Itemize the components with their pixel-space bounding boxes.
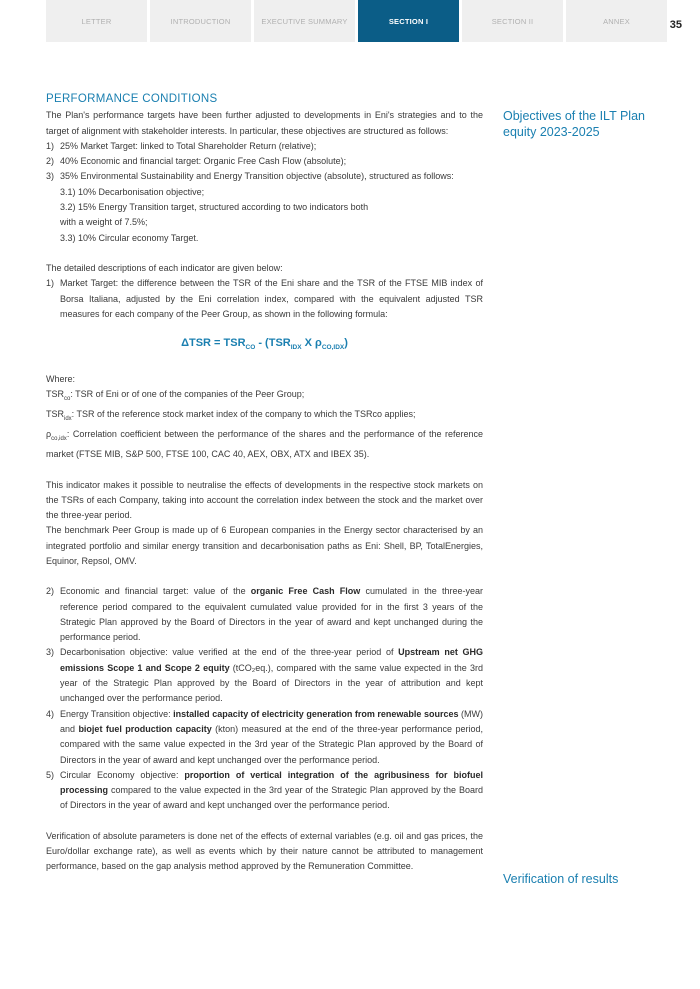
list-number: 3) [46,647,55,658]
list-item [46,169,483,184]
section-heading: PERFORMANCE CONDITIONS [46,93,218,105]
tab-annex[interactable]: ANNEX [566,0,667,42]
intro-paragraph: The Plan's performance targets have been further adjusted to developments in Eni's strategies and to the target of alignment with stakeholder interests. In particular, these objectives are structured as follows: [46,110,483,136]
tab-letter[interactable]: LETTER [46,0,147,42]
subtarget: 3.1) 10% Decarbonisation objective; [60,186,205,197]
list-item [46,139,483,154]
peer-group-paragraph: The benchmark Peer Group is made up of 6 European companies in the Energy sector characterised by an integrated portfolio and similar energy transition and decarbonisation paths as Eni: Shell, BP, TotalEnergies, Equinor, Repsol, OMV. [46,525,483,566]
list-number: 5) [46,769,55,780]
tab-section-ii[interactable]: SECTION II [462,0,563,42]
definition-rho: $\rho_{co,idx}$: Correlation coefficient between the performance of the shares and the performance of the reference market (FTSE MIB, S&P 500, FTSE 100, CAC 40, AEX, OBX, ATX and IBEX 35). [46,429,483,460]
list-item [46,276,483,322]
definition-tsr-idx: $TSR_{idx}$: TSR of the reference stock market index of the company to which the TSRco applies; [46,409,416,422]
main-content [46,92,483,875]
tsr-formula: $\Delta TSR = TSR_{CO} - (TSR_{IDX}$ X $\rho_{CO,IDX}$) [181,337,348,352]
side-heading-verification: Verification of results [503,872,619,886]
list-text: 40% Economic and financial target: Organic Free Cash Flow (absolute); [60,156,347,167]
definition-tsr-co: $TSR_{co}$: TSR of Eni or of one of the companies of the Peer Group; [46,388,305,402]
tab-introduction[interactable]: INTRODUCTION [150,0,251,42]
targets-list [46,139,483,185]
list-item: 3) Decarbonisation objective: value verified at the end of the three-year period of Upstream net GHG emissions Scope 1 and Scope 2 equity (tCO₂eq.), compared with the same value expected in the 3rd year of the Strategic Plan approved by the Board of Directors in the year of attribution and kept unchanged over the performance period. [46,647,483,704]
where-label: Where: [46,373,76,384]
list-item: 5) Circular Economy objective: proportion of vertical integration of the agribusiness for biofuel processing compared to the value expected in the 3rd year of the Strategic Plan approved by the Board of Directors in the year of award and kept unchanged over the performance period. [46,769,483,811]
list-text: 35% Environmental Sustainability and Energy Transition objective (absolute), structured as follows: [60,171,454,182]
list-number: 2) [46,156,55,167]
list-item [46,154,483,169]
list-number: 4) [46,708,55,719]
objectives-list [46,584,483,813]
tab-section-i[interactable]: SECTION I [358,0,459,42]
tab-executive-summary[interactable]: EXECUTIVE SUMMARY [254,0,355,42]
list-number: 1) [46,278,55,289]
subtarget: 3.2) 15% Energy Transition target, structured according to two indicators both [60,202,369,213]
list-item: 4) Energy Transition objective: installed capacity of electricity generation from renewable sources (MW) and biojet fuel production capacity (kton) measured at the end of the three-year performance period, compared with the same value expected in the 3rd year of the Strategic Plan approved by the Board of Directors in the year of award and kept unchanged over the performance period. [46,708,483,765]
list-number: 2) [46,586,55,597]
page-number: 35 [669,19,682,31]
subtarget: with a weight of 7.5%; [60,217,148,228]
list-text: 25% Market Target: linked to Total Shareholder Return (relative); [60,140,317,151]
list-item: 2) Economic and financial target: value of the organic Free Cash Flow cumulated in the three-year reference period compared to the equivalent cumulated value provided for in the first 3 years of the Strategic Plan approved by the Board of Directors in the year of award and kept unchanged during the performance period. [46,586,483,643]
market-list [46,276,483,322]
list-number: 1) [46,140,55,151]
verification-paragraph: Verification of absolute parameters is done net of the effects of external variables (e.g. oil and gas prices, the Euro/dollar exchange rate), as well as events which by their nature cannot be attributed to management performance, based on the gap analysis method approved by the Remuneration Committee. [46,830,483,872]
subtarget: 3.3) 10% Circular economy Target. [60,232,199,243]
detail-intro: The detailed descriptions of each indicator are given below: [46,262,283,273]
neutralise-paragraph: This indicator makes it possible to neutralise the effects of developments in the respective stock markets on the TSRs of each Company, taking into account the correlation index between the stock and the market over the three-year period. [46,479,483,521]
section-tabs [46,0,667,42]
list-text: Market Target: the difference between the TSR of the Eni share and the TSR of the FTSE MIB index of Borsa Italiana, adjusted by the Eni correlation index, compared with the equivalent adjusted TSR measures for each company of the Peer Group, as shown in the following formula: [60,278,483,319]
list-number: 3) [46,171,55,182]
side-heading-objectives: Objectives of the ILT Plan equity 2023-2025 [503,109,645,139]
